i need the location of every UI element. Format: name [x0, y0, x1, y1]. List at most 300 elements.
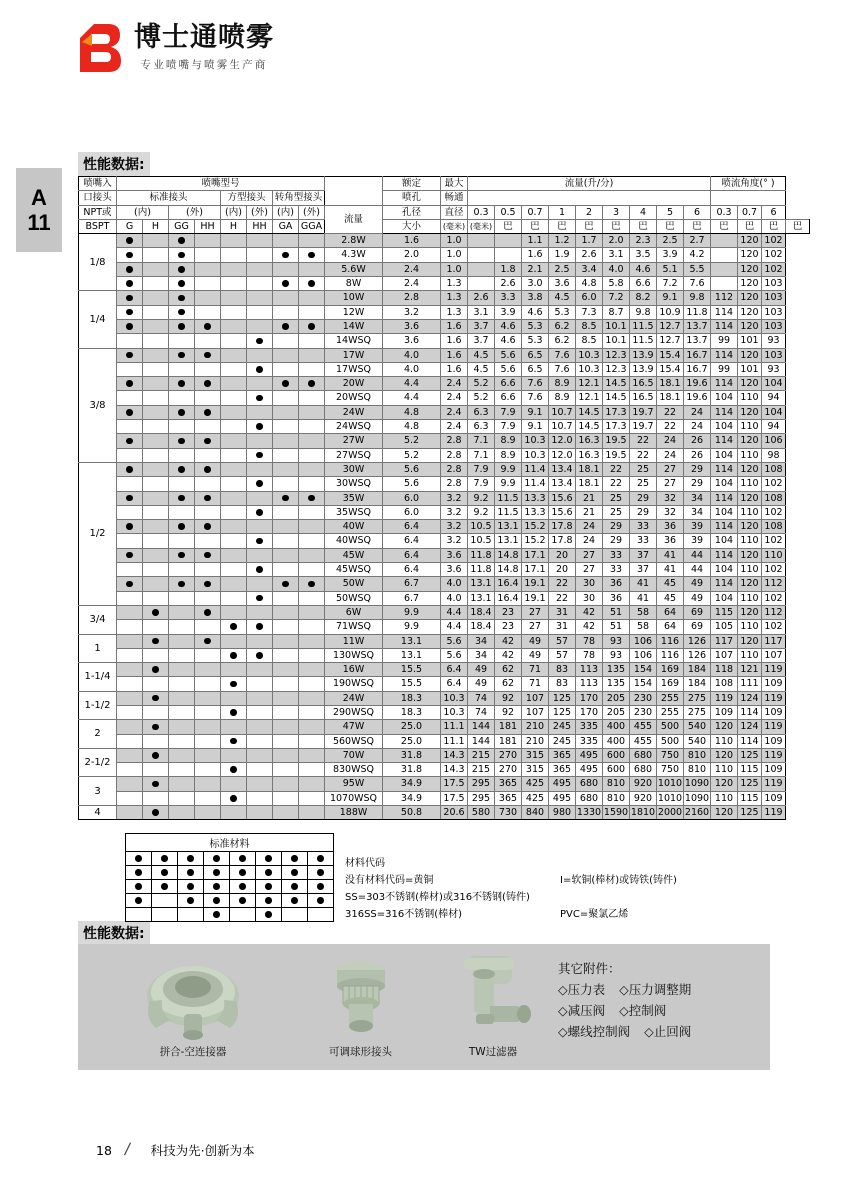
flow-value-cell: 135	[603, 663, 630, 677]
material-dot	[204, 852, 230, 866]
connection-empty	[195, 734, 221, 748]
flow-value-cell: 6.2	[549, 334, 576, 348]
connection-dot-gg	[169, 305, 195, 319]
connection-empty	[273, 563, 299, 577]
connection-empty	[247, 234, 273, 248]
flow-value-cell: 42	[495, 634, 522, 648]
rated-orifice-cell: 6.0	[383, 491, 441, 505]
max-free-passage-cell: 2.4	[441, 391, 468, 405]
connection-dot-h	[143, 663, 169, 677]
model-cell: 71WSQ	[325, 620, 383, 634]
header-angle-group: 喷流角度(° )	[711, 177, 786, 191]
flow-value-cell: 13.7	[684, 319, 711, 333]
table-row	[79, 763, 810, 777]
connection-empty	[273, 806, 299, 820]
connection-dot-gg	[169, 462, 195, 476]
material-row	[126, 852, 334, 866]
header-outer-2: (外)	[247, 205, 273, 219]
flow-value-cell: 7.6	[684, 277, 711, 291]
flow-value-cell: 10.3	[576, 348, 603, 362]
connection-dot-h	[221, 620, 247, 634]
connection-empty	[143, 319, 169, 333]
spray-angle-cell: 109	[762, 677, 786, 691]
connection-dot-g	[117, 291, 143, 305]
flow-value-cell: 14.8	[495, 548, 522, 562]
flow-value-cell: 19.7	[630, 405, 657, 419]
rated-orifice-cell: 4.8	[383, 420, 441, 434]
flow-value-cell: 15.4	[657, 362, 684, 376]
header-angle-unit-2: 巴	[786, 219, 810, 233]
connection-empty	[221, 334, 247, 348]
flow-value-cell: 78	[576, 648, 603, 662]
spray-angle-cell: 120	[738, 262, 762, 276]
flow-value-cell: 31	[549, 620, 576, 634]
flow-value-cell: 19.7	[630, 420, 657, 434]
max-free-passage-cell: 3.2	[441, 534, 468, 548]
max-free-passage-cell: 17.5	[441, 777, 468, 791]
flow-value-cell: 295	[468, 791, 495, 805]
connection-dot-h	[221, 705, 247, 719]
max-free-passage-cell: 20.6	[441, 806, 468, 820]
flow-value-cell: 6.3	[468, 420, 495, 434]
rated-orifice-cell: 31.8	[383, 748, 441, 762]
table-row	[79, 491, 810, 505]
connection-dot-hh	[247, 334, 273, 348]
connection-empty	[247, 277, 273, 291]
section-letter: A	[31, 185, 47, 211]
flow-value-cell: 25	[603, 491, 630, 505]
connection-empty	[195, 663, 221, 677]
connection-dot-hh	[195, 377, 221, 391]
flow-value-cell: 16.3	[576, 448, 603, 462]
flow-value-cell: 169	[657, 663, 684, 677]
flow-value-cell: 34	[468, 648, 495, 662]
table-row	[79, 434, 810, 448]
max-free-passage-cell: 1.3	[441, 277, 468, 291]
connection-empty	[195, 448, 221, 462]
material-dot	[152, 852, 178, 866]
flow-value-cell: 125	[549, 691, 576, 705]
header-rated-orifice-2: 喷孔	[383, 191, 441, 205]
flow-value-cell: 10.1	[603, 319, 630, 333]
flow-value-cell: 6.3	[468, 405, 495, 419]
accessory-item: ◇止回阀	[644, 1024, 692, 1039]
flow-value-cell: 21	[576, 505, 603, 519]
connection-empty	[299, 234, 325, 248]
accessory-product-images	[78, 944, 538, 1070]
flow-value-cell: 14.5	[576, 405, 603, 419]
model-cell: 30WSQ	[325, 477, 383, 491]
connection-empty	[221, 462, 247, 476]
flow-value-cell: 22	[657, 405, 684, 419]
max-free-passage-cell: 2.4	[441, 405, 468, 419]
connection-empty	[221, 434, 247, 448]
flow-value-cell: 1330	[576, 807, 602, 819]
flow-value-cell: 7.6	[549, 362, 576, 376]
flow-value-cell	[468, 234, 495, 248]
flow-value-cell: 2000	[657, 807, 683, 819]
table-row	[79, 577, 810, 591]
flow-value-cell: 3.8	[522, 291, 549, 305]
flow-value-cell: 270	[495, 763, 522, 777]
table-body	[79, 234, 810, 820]
material-empty	[126, 908, 152, 922]
connection-empty	[221, 420, 247, 434]
flow-value-cell: 455	[630, 734, 657, 748]
flow-value-cell: 4.6	[495, 319, 522, 333]
flow-value-cell: 6.6	[495, 391, 522, 405]
spray-angle-cell: 114	[738, 705, 762, 719]
flow-value-cell: 12.0	[549, 448, 576, 462]
spray-angle-cell: 114	[711, 548, 738, 562]
flow-value-cell: 49	[684, 591, 711, 605]
connection-empty	[273, 477, 299, 491]
flow-value-cell: 6.0	[576, 291, 603, 305]
spray-angle-cell: 110	[711, 791, 738, 805]
connection-empty	[299, 262, 325, 276]
spray-angle-cell: 114	[711, 520, 738, 534]
connection-empty	[117, 677, 143, 691]
spray-angle-cell: 104	[762, 405, 786, 419]
connection-dot-g	[117, 491, 143, 505]
connection-empty	[273, 305, 299, 319]
model-cell: 6W	[325, 605, 383, 619]
flow-value-cell: 8.9	[549, 377, 576, 391]
rated-orifice-cell: 3.6	[383, 319, 441, 333]
flow-value-cell: 6.5	[522, 348, 549, 362]
connection-empty	[169, 648, 195, 662]
flow-value-cell: 15.4	[657, 348, 684, 362]
spray-angle-cell: 110	[738, 563, 762, 577]
connection-empty	[247, 763, 273, 777]
connection-empty	[117, 777, 143, 791]
flow-value-cell: 9.1	[522, 405, 549, 419]
spray-angle-cell: 124	[738, 720, 762, 734]
spray-angle-cell: 104	[711, 448, 738, 462]
connection-empty	[221, 362, 247, 376]
rated-orifice-cell: 5.6	[383, 462, 441, 476]
max-free-passage-cell: 1.0	[441, 262, 468, 276]
flow-value-cell: 5.3	[522, 319, 549, 333]
flow-value-cell: 3.4	[576, 262, 603, 276]
spray-angle-cell: 119	[762, 663, 786, 677]
flow-value-cell: 36	[603, 577, 630, 591]
rated-orifice-cell: 25.0	[383, 734, 441, 748]
connection-empty	[117, 748, 143, 762]
flow-value-cell: 15.6	[549, 491, 576, 505]
spray-angle-cell: 119	[762, 748, 786, 762]
flow-value-cell: 34	[468, 634, 495, 648]
rated-orifice-cell: 2.4	[383, 262, 441, 276]
flow-value-cell: 680	[576, 777, 603, 791]
connection-empty	[247, 777, 273, 791]
connection-dot-gga	[299, 319, 325, 333]
flow-value-cell: 125	[549, 705, 576, 719]
table-row	[79, 806, 810, 820]
model-cell: 50W	[325, 577, 383, 591]
max-free-passage-cell: 6.4	[441, 663, 468, 677]
connection-empty	[143, 520, 169, 534]
header-angle-pressure-0.7: 0.7	[738, 205, 762, 219]
flow-value-cell: 12.3	[603, 348, 630, 362]
spray-angle-cell: 104	[762, 377, 786, 391]
spray-angle-cell: 114	[711, 405, 738, 419]
spray-angle-cell: 114	[711, 434, 738, 448]
connection-empty	[299, 305, 325, 319]
flow-value-cell: 3.5	[630, 248, 657, 262]
flow-value-cell: 44	[684, 548, 711, 562]
flow-value-cell: 45	[657, 577, 684, 591]
rated-orifice-cell: 5.6	[383, 477, 441, 491]
flow-value-cell: 29	[630, 505, 657, 519]
flow-value-cell: 6.2	[549, 319, 576, 333]
flow-value-cell: 1.2	[549, 234, 576, 248]
connection-empty	[247, 705, 273, 719]
flow-value-cell: 83	[549, 663, 576, 677]
connection-empty	[117, 734, 143, 748]
model-cell: 47W	[325, 720, 383, 734]
rated-orifice-cell: 50.8	[383, 806, 441, 820]
spray-angle-cell: 104	[711, 477, 738, 491]
flow-value-cell: 315	[522, 748, 549, 762]
flow-value-cell: 16.4	[495, 591, 522, 605]
spray-angle-cell: 114	[711, 319, 738, 333]
flow-value-cell: 2.6	[495, 277, 522, 291]
spray-angle-cell: 114	[738, 734, 762, 748]
flow-value-cell: 6.6	[630, 277, 657, 291]
connection-empty	[169, 634, 195, 648]
connection-dot-gg	[169, 234, 195, 248]
flow-value-cell: 184	[684, 677, 711, 691]
flow-value-cell: 16.5	[630, 391, 657, 405]
flow-value-cell: 4.6	[522, 305, 549, 319]
flow-value-cell: 30	[576, 577, 603, 591]
connection-empty	[195, 334, 221, 348]
accessory-caption-3: TW过滤器	[468, 1046, 518, 1058]
flow-value-cell: 11.5	[495, 505, 522, 519]
header-flow-pressure-0.5: 0.5	[495, 205, 522, 219]
flow-value-cell: 144	[468, 734, 495, 748]
spray-angle-cell: 120	[738, 291, 762, 305]
connection-empty	[143, 362, 169, 376]
connection-dot-gg	[169, 319, 195, 333]
model-cell: 14WSQ	[325, 334, 383, 348]
flow-value-cell: 29	[630, 491, 657, 505]
flow-value-cell: 116	[657, 634, 684, 648]
flow-value-cell: 2.6	[576, 248, 603, 262]
max-free-passage-cell: 14.3	[441, 748, 468, 762]
connection-empty	[273, 448, 299, 462]
flow-value-cell: 600	[603, 763, 630, 777]
flow-value-cell: 7.1	[468, 434, 495, 448]
connection-empty	[273, 291, 299, 305]
header-flow-size: 流量	[325, 205, 383, 234]
flow-value-cell: 4.5	[468, 362, 495, 376]
model-cell: 30W	[325, 462, 383, 476]
rated-orifice-cell: 2.0	[383, 248, 441, 262]
connection-empty	[273, 391, 299, 405]
table-row	[79, 377, 810, 391]
max-free-passage-cell: 3.6	[441, 548, 468, 562]
connection-empty	[195, 305, 221, 319]
flow-value-cell: 49	[522, 634, 549, 648]
table-row	[79, 305, 810, 319]
flow-value-cell: 13.7	[684, 334, 711, 348]
max-free-passage-cell: 5.6	[441, 634, 468, 648]
table-row	[79, 391, 810, 405]
rated-orifice-cell: 15.5	[383, 663, 441, 677]
flow-value-cell: 24	[576, 534, 603, 548]
connection-empty	[169, 534, 195, 548]
flow-value-cell: 10.1	[603, 334, 630, 348]
connection-empty	[299, 462, 325, 476]
connection-empty	[143, 505, 169, 519]
page-footer	[96, 1140, 255, 1160]
flow-value-cell: 1.7	[576, 234, 603, 248]
material-dot	[178, 880, 204, 894]
flow-value-cell: 7.9	[468, 477, 495, 491]
material-dot	[282, 894, 308, 908]
flow-value-cell: 69	[684, 620, 711, 634]
flow-value-cell: 3.6	[549, 277, 576, 291]
spray-angle-cell: 108	[711, 677, 738, 691]
flow-value-cell: 400	[603, 720, 630, 734]
connection-empty	[299, 806, 325, 820]
material-code-left: 316SS=316不锈钢(棒材)	[345, 909, 463, 920]
connection-empty	[221, 520, 247, 534]
max-free-passage-cell: 6.4	[441, 677, 468, 691]
standard-materials-header: 标准材料	[126, 834, 334, 852]
connection-empty	[221, 319, 247, 333]
header-flow-unit-0: 巴	[495, 219, 522, 233]
flow-value-cell: 41	[630, 591, 657, 605]
table-row	[79, 405, 810, 419]
flow-value-cell: 205	[603, 691, 630, 705]
material-code-right: PVC=聚氯乙烯	[560, 909, 629, 920]
material-dot	[204, 880, 230, 894]
connection-empty	[273, 362, 299, 376]
material-empty	[308, 908, 334, 922]
flow-value-cell: 19.6	[684, 391, 711, 405]
flow-value-cell: 21	[576, 491, 603, 505]
connection-empty	[169, 691, 195, 705]
connection-empty	[299, 505, 325, 519]
flow-value-cell: 169	[657, 677, 684, 691]
connection-dot-gg	[169, 291, 195, 305]
flow-value-cell: 1.6	[522, 248, 549, 262]
flow-value-cell: 170	[576, 705, 603, 719]
connection-empty	[195, 691, 221, 705]
rated-orifice-cell: 4.4	[383, 391, 441, 405]
table-row	[79, 791, 810, 805]
connection-dot-hh	[247, 420, 273, 434]
flow-value-cell: 810	[684, 763, 711, 777]
flow-value-cell: 13.9	[630, 348, 657, 362]
flow-value-cell: 365	[549, 763, 576, 777]
accessory-row	[558, 1021, 691, 1042]
connection-dot-h	[221, 763, 247, 777]
flow-value-cell: 45	[657, 591, 684, 605]
header-max-free-4: (毫米)	[468, 219, 495, 233]
model-cell: 70W	[325, 748, 383, 762]
max-free-passage-cell: 4.0	[441, 591, 468, 605]
spray-angle-cell: 94	[762, 391, 786, 405]
material-empty	[178, 908, 204, 922]
flow-value-cell: 11.8	[468, 563, 495, 577]
model-cell: 8W	[325, 277, 383, 291]
spray-angle-cell: 103	[762, 291, 786, 305]
flow-value-cell: 540	[684, 734, 711, 748]
connection-empty	[221, 391, 247, 405]
header-col-hh-3: HH	[195, 219, 221, 233]
max-free-passage-cell: 14.3	[441, 763, 468, 777]
max-free-passage-cell: 17.5	[441, 791, 468, 805]
connection-dot-h	[143, 605, 169, 619]
material-dot	[230, 894, 256, 908]
spray-angle-cell: 109	[762, 734, 786, 748]
connection-empty	[221, 248, 247, 262]
spray-angle-cell: 102	[762, 262, 786, 276]
max-free-passage-cell: 2.8	[441, 434, 468, 448]
material-dot	[308, 894, 334, 908]
rated-orifice-cell: 1.6	[383, 234, 441, 248]
rated-orifice-cell: 6.0	[383, 505, 441, 519]
connection-empty	[273, 691, 299, 705]
spray-angle-cell: 104	[711, 563, 738, 577]
connection-empty	[221, 777, 247, 791]
flow-value-cell: 116	[657, 648, 684, 662]
flow-value-cell: 18.1	[576, 462, 603, 476]
flow-value-cell: 1.9	[549, 248, 576, 262]
spray-angle-cell	[711, 234, 738, 248]
flow-value-cell: 33	[603, 563, 630, 577]
connection-dot-gg	[169, 520, 195, 534]
flow-value-cell: 580	[468, 806, 495, 820]
model-cell: 290WSQ	[325, 705, 383, 719]
flow-value-cell: 78	[576, 634, 603, 648]
spray-angle-cell: 119	[762, 720, 786, 734]
table-row	[79, 777, 810, 791]
connection-dot-hh	[247, 362, 273, 376]
connection-dot-g	[117, 377, 143, 391]
max-free-passage-cell: 1.6	[441, 348, 468, 362]
connection-empty	[117, 663, 143, 677]
spray-angle-cell: 117	[711, 634, 738, 648]
header-standard-connection: 标准接头	[117, 191, 221, 205]
table-row	[79, 462, 810, 476]
material-code-left: SS=303不锈钢(棒材)或316不锈钢(铸件)	[345, 892, 530, 903]
flow-value-cell: 4.0	[603, 262, 630, 276]
flow-value-cell: 7.9	[495, 405, 522, 419]
connection-dot-h	[221, 648, 247, 662]
connection-dot-gg	[169, 377, 195, 391]
spray-angle-cell	[711, 262, 738, 276]
spray-angle-cell: 112	[711, 291, 738, 305]
connection-empty	[299, 777, 325, 791]
connection-empty	[117, 763, 143, 777]
spray-angle-cell: 109	[762, 763, 786, 777]
connection-empty	[299, 520, 325, 534]
max-free-passage-cell: 1.0	[441, 248, 468, 262]
flow-value-cell: 4.5	[468, 348, 495, 362]
flow-value-cell: 107	[522, 691, 549, 705]
connection-empty	[143, 234, 169, 248]
connection-empty	[299, 605, 325, 619]
connection-empty	[143, 277, 169, 291]
connection-empty	[299, 677, 325, 691]
header-outer-1: (外)	[169, 205, 221, 219]
connection-empty	[143, 734, 169, 748]
